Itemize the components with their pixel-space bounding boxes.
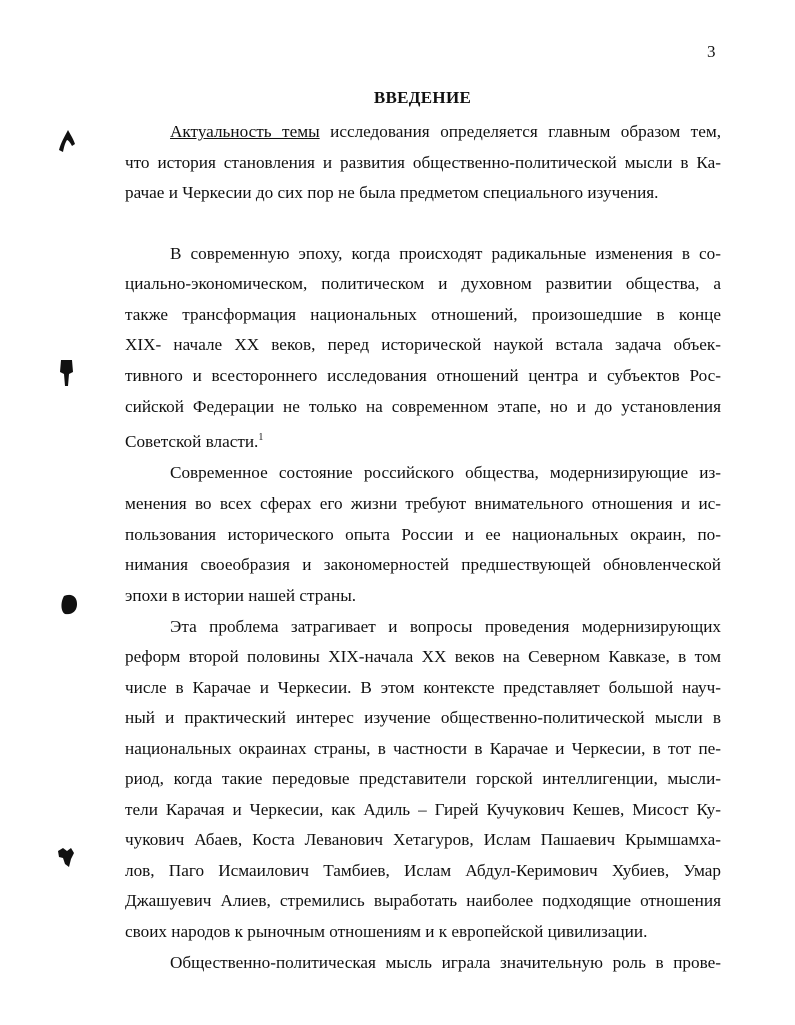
text-line: своих народов к рыночным отношениям и к европейской цивилизации. (125, 922, 648, 941)
text-line: национальных окраинах страны, в частности в Карачае и Черкесии, в тот пе- (125, 739, 721, 758)
text-line: что история становления и развития общественно-политической мысли в Ка- (125, 153, 721, 172)
text-fragment: Советской власти. (125, 432, 259, 451)
text-line: рачае и Черкесии до сих пор не была предметом специального изучения. (125, 183, 659, 202)
text-line: эпохи в истории нашей страны. (125, 586, 357, 605)
text-fragment: исследования определяется главным образом тем, (319, 122, 721, 141)
scan-mark (59, 593, 81, 617)
text-line: нимания своеобразия и закономерностей предшествующей обновленческой (125, 555, 721, 574)
footnote-reference: 1 (258, 432, 264, 443)
text-line: чукович Абаев, Коста Леванович Хетагуров, Ислам Пашаевич Крымшамха- (125, 830, 721, 849)
text-line: лов, Паго Исмаилович Тамбиев, Ислам Абдул-Керимович Хубиев, Умар (125, 861, 721, 880)
underlined-phrase: Актуальность темы (170, 122, 320, 141)
text-line (125, 427, 263, 453)
text-line: числе в Карачае и Черкесии. В этом контексте представляет большой науч- (125, 678, 721, 697)
text-line: также трансформация национальных отношений, произошедшие в конце (125, 305, 721, 324)
text-line: тели Карачая и Черкесии, как Адиль – Гирей Кучукович Кешев, Мисост Ку- (125, 800, 721, 819)
text-line: Джашуевич Алиев, стремились выработать наиболее подходящие отношения (125, 891, 721, 910)
text-line: тивного и всестороннего исследования отношений центра и субъектов Рос- (125, 366, 721, 385)
text-line: В современную эпоху, когда происходят радикальные изменения в со- (170, 244, 721, 263)
text-line: реформ второй половины XIX-начала XX веков на Северном Кавказе, в том (125, 647, 721, 666)
scan-mark (57, 358, 77, 388)
text-line: риод, когда такие передовые представители горской интеллигенции, мысли- (125, 769, 721, 788)
text-line: Современное состояние российского общества, модернизирующие из- (170, 463, 721, 482)
scan-mark (55, 845, 77, 869)
scan-mark (55, 128, 79, 154)
text-line: Эта проблема затрагивает и вопросы проведения модернизирующих (170, 617, 721, 636)
text-line: сийской Федерации не только на современном этапе, но и до установления (125, 397, 721, 416)
text-line: пользования исторического опыта России и ее национальных окраин, по- (125, 525, 721, 544)
text-line: Общественно-политическая мысль играла значительную роль в прове- (170, 953, 721, 972)
text-line (170, 121, 721, 143)
page-title: ВВЕДЕНИЕ (373, 88, 472, 107)
page-number: 3 (707, 42, 716, 61)
text-line: циально-экономическом, политическом и духовном развитии общества, а (125, 274, 721, 293)
text-line: менения во всех сферах его жизни требуют внимательного отношения и ис- (125, 494, 721, 513)
text-line: ный и практический интерес изучение общественно-политической мысли в (125, 708, 721, 727)
text-line: XIX- начале XX веков, перед исторической наукой встала задача объек- (125, 335, 721, 354)
